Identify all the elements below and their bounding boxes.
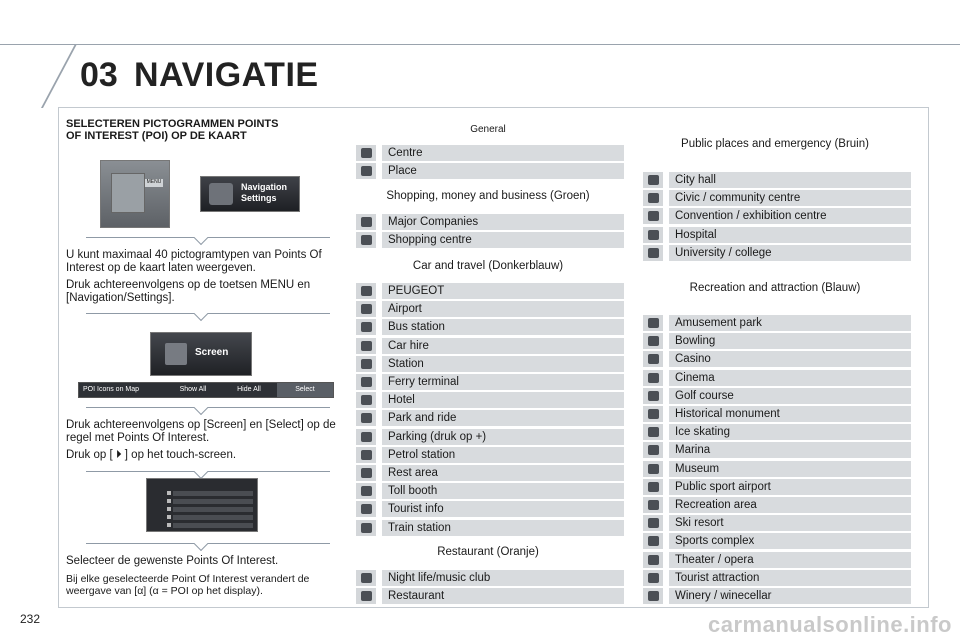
- poi-icon: [643, 370, 663, 386]
- step2-block: [66, 398, 340, 482]
- poi-label: Station: [382, 356, 624, 372]
- header-slash: [41, 44, 77, 108]
- poi-label: Cinema: [669, 370, 911, 386]
- poi-glyph-icon: [361, 377, 372, 387]
- poi-label: Parking (druk op +): [382, 429, 624, 445]
- poi-label: Marina: [669, 442, 911, 458]
- poi-label: Tourist info: [382, 501, 624, 517]
- poi-label: Park and ride: [382, 410, 624, 426]
- poi-glyph-icon: [648, 518, 659, 528]
- poi-icon: [356, 145, 376, 161]
- poi-label: City hall: [669, 172, 911, 188]
- poi-label: Airport: [382, 301, 624, 317]
- poi-icon: [356, 338, 376, 354]
- poi-icon: [643, 245, 663, 261]
- radio-screen: [111, 173, 145, 213]
- poi-icon: [643, 190, 663, 206]
- poi-row: [356, 232, 624, 248]
- para-screen-select: Druk achtereenvolgens op [Screen] en [Select] op de regel met Points Of Interest.: [66, 419, 336, 444]
- para-press-menu: Druk achtereenvolgens op de toetsen MENU en [Navigation/Settings].: [66, 279, 311, 304]
- poi-glyph-icon: [648, 482, 659, 492]
- chapter-number: 03: [80, 56, 118, 94]
- poi-glyph-icon: [648, 591, 659, 601]
- poi-label: Hotel: [382, 392, 624, 408]
- poi-label: Train station: [382, 520, 624, 536]
- poi-row: [356, 214, 624, 230]
- poi-icon: [643, 461, 663, 477]
- poi-row: [643, 406, 911, 422]
- poi-glyph-icon: [648, 445, 659, 455]
- poi-row: [356, 145, 624, 161]
- heading-public-places: Public places and emergency (Bruin): [681, 138, 869, 150]
- poi-glyph-icon: [648, 354, 659, 364]
- poi-row: [643, 190, 911, 206]
- menu-poi-icons: POI Icons on Map: [83, 386, 140, 393]
- navigation-settings-icon: [209, 183, 233, 205]
- poi-icon: [356, 588, 376, 604]
- poi-icon: [643, 172, 663, 188]
- poi-icon: [356, 301, 376, 317]
- heading-shopping: Shopping, money and business (Groen): [386, 190, 590, 202]
- poi-glyph-icon: [648, 248, 659, 258]
- poi-glyph-icon: [648, 573, 659, 583]
- heading-restaurant: Restaurant (Oranje): [437, 546, 539, 558]
- poi-icon: [356, 410, 376, 426]
- poi-label: Ski resort: [669, 515, 911, 531]
- header-rule: [0, 44, 960, 45]
- poi-icon: [356, 429, 376, 445]
- poi-icon: [643, 479, 663, 495]
- poi-icon: [356, 356, 376, 372]
- poi-row: [356, 338, 624, 354]
- poi-row: [643, 315, 911, 331]
- poi-icon: [356, 214, 376, 230]
- poi-icon: [356, 283, 376, 299]
- poi-row: [643, 461, 911, 477]
- poi-glyph-icon: [361, 413, 372, 423]
- poi-glyph-icon: [361, 573, 372, 583]
- poi-row: [356, 301, 624, 317]
- poi-row: [643, 515, 911, 531]
- menu-show-all: Show All: [179, 386, 207, 393]
- poi-glyph-icon: [648, 336, 659, 346]
- poi-label: Public sport airport: [669, 479, 911, 495]
- divider: [66, 232, 340, 244]
- screen-button-image: [150, 332, 252, 376]
- poi-glyph-icon: [361, 504, 372, 514]
- poi-glyph-icon: [361, 322, 372, 332]
- poi-row: [356, 429, 624, 445]
- poi-glyph-icon: [648, 373, 659, 383]
- para-display-change: Bij elke geselecteerde Point Of Interest verandert de weergave van [α] (α = POI op het display).: [66, 572, 310, 597]
- heading-general: General: [470, 124, 506, 135]
- screen-icon: [165, 343, 187, 365]
- poi-row: [643, 552, 911, 568]
- poi-icon: [643, 424, 663, 440]
- divider: [66, 466, 340, 478]
- poi-glyph-icon: [648, 536, 659, 546]
- poi-glyph-icon: [648, 230, 659, 240]
- para-max-icons: U kunt maximaal 40 pictogramtypen van Points Of Interest op de kaart laten weergeven.: [66, 249, 322, 274]
- poi-label: Shopping centre: [382, 232, 624, 248]
- step3-block: [66, 534, 340, 597]
- poi-row: [643, 370, 911, 386]
- poi-label: Golf course: [669, 388, 911, 404]
- poi-glyph-icon: [648, 211, 659, 221]
- poi-label: Night life/music club: [382, 570, 624, 586]
- poi-label: University / college: [669, 245, 911, 261]
- poi-row: [356, 410, 624, 426]
- poi-row: [356, 392, 624, 408]
- poi-icon: [643, 497, 663, 513]
- nav-settings-label-1: Navigation: [241, 182, 288, 192]
- poi-row: [356, 447, 624, 463]
- poi-glyph-icon: [361, 523, 372, 533]
- poi-label: Bus station: [382, 319, 624, 335]
- poi-glyph-icon: [361, 359, 372, 369]
- poi-label: Amusement park: [669, 315, 911, 331]
- poi-label: Car hire: [382, 338, 624, 354]
- para-press-arrow: Druk op [ ⏵ ] op het touch-screen.: [66, 449, 237, 461]
- divider: [66, 308, 340, 320]
- poi-glyph-icon: [361, 450, 372, 460]
- poi-label: Museum: [669, 461, 911, 477]
- poi-glyph-icon: [361, 395, 372, 405]
- poi-row: [356, 465, 624, 481]
- poi-row: [643, 424, 911, 440]
- heading-recreation: Recreation and attraction (Blauw): [689, 282, 861, 294]
- poi-glyph-icon: [648, 427, 659, 437]
- poi-row: [643, 588, 911, 604]
- poi-row: [356, 501, 624, 517]
- poi-label: Ferry terminal: [382, 374, 624, 390]
- poi-icon: [643, 333, 663, 349]
- watermark: carmanualsonline.info: [708, 612, 952, 637]
- poi-icon: [643, 533, 663, 549]
- menu-select: Select: [277, 383, 333, 397]
- poi-label: Toll booth: [382, 483, 624, 499]
- poi-icon: [356, 465, 376, 481]
- poi-glyph-icon: [648, 555, 659, 565]
- poi-row: [643, 351, 911, 367]
- poi-list-screen-image: [146, 478, 258, 532]
- poi-glyph-icon: [648, 409, 659, 419]
- poi-glyph-icon: [361, 235, 372, 245]
- poi-icon: [643, 351, 663, 367]
- poi-row: [643, 497, 911, 513]
- poi-row: [356, 356, 624, 372]
- section-heading-line2: OF INTEREST (POI) OP DE KAART: [66, 130, 247, 142]
- poi-row: [356, 570, 624, 586]
- poi-icon: [643, 227, 663, 243]
- poi-label: Civic / community centre: [669, 190, 911, 206]
- poi-row: [643, 533, 911, 549]
- instructions-column: [66, 118, 340, 142]
- poi-glyph-icon: [361, 304, 372, 314]
- poi-glyph-icon: [361, 341, 372, 351]
- divider: [66, 538, 340, 550]
- poi-label: Major Companies: [382, 214, 624, 230]
- poi-row: [643, 245, 911, 261]
- poi-row: [356, 588, 624, 604]
- poi-row: [356, 319, 624, 335]
- poi-row: [643, 227, 911, 243]
- poi-row: [356, 374, 624, 390]
- poi-icon: [356, 374, 376, 390]
- poi-icon: [356, 447, 376, 463]
- nav-settings-label-2: Settings: [241, 193, 277, 203]
- poi-label: Restaurant: [382, 588, 624, 604]
- poi-icon: [643, 442, 663, 458]
- poi-icon: [356, 501, 376, 517]
- poi-glyph-icon: [361, 468, 372, 478]
- poi-icon: [356, 232, 376, 248]
- poi-glyph-icon: [648, 464, 659, 474]
- poi-row: [356, 483, 624, 499]
- poi-row: [643, 333, 911, 349]
- poi-icon: [356, 483, 376, 499]
- poi-label: Theater / opera: [669, 552, 911, 568]
- poi-label: Winery / winecellar: [669, 588, 911, 604]
- section-heading-line1: SELECTEREN PICTOGRAMMEN POINTS: [66, 118, 279, 130]
- screen-label: Screen: [195, 347, 229, 358]
- poi-icon: [643, 208, 663, 224]
- para-select-poi: Selecteer de gewenste Points Of Interest.: [66, 555, 279, 567]
- poi-label: Hospital: [669, 227, 911, 243]
- poi-icon: [643, 406, 663, 422]
- heading-car-travel: Car and travel (Donkerblauw): [412, 260, 564, 272]
- poi-label: PEUGEOT: [382, 283, 624, 299]
- poi-glyph-icon: [361, 148, 372, 158]
- poi-row: [643, 570, 911, 586]
- poi-glyph-icon: [648, 391, 659, 401]
- poi-label: Rest area: [382, 465, 624, 481]
- poi-icon: [356, 319, 376, 335]
- poi-glyph-icon: [361, 486, 372, 496]
- poi-label: Convention / exhibition centre: [669, 208, 911, 224]
- poi-icon: [643, 552, 663, 568]
- poi-icon: [356, 392, 376, 408]
- page-number: 232: [20, 612, 41, 626]
- step1-block: [66, 228, 340, 324]
- poi-label: Recreation area: [669, 497, 911, 513]
- poi-glyph-icon: [361, 217, 372, 227]
- radio-unit-image: [100, 160, 170, 228]
- poi-glyph-icon: [361, 432, 372, 442]
- poi-glyph-icon: [648, 175, 659, 185]
- poi-label: Place: [382, 163, 624, 179]
- poi-glyph-icon: [361, 591, 372, 601]
- menu-key: MENU: [146, 179, 162, 185]
- poi-icon: [643, 515, 663, 531]
- poi-row: [643, 479, 911, 495]
- poi-label: Ice skating: [669, 424, 911, 440]
- poi-label: Casino: [669, 351, 911, 367]
- menu-hide-all: Hide All: [237, 386, 261, 393]
- poi-label: Sports complex: [669, 533, 911, 549]
- poi-glyph-icon: [361, 286, 372, 296]
- poi-row: [356, 283, 624, 299]
- poi-icon: [643, 388, 663, 404]
- poi-label: Centre: [382, 145, 624, 161]
- poi-icon: [643, 588, 663, 604]
- poi-menu-bar-image: [78, 382, 334, 398]
- poi-glyph-icon: [648, 193, 659, 203]
- poi-glyph-icon: [648, 500, 659, 510]
- divider: [66, 402, 340, 414]
- poi-row: [643, 208, 911, 224]
- poi-label: Tourist attraction: [669, 570, 911, 586]
- poi-glyph-icon: [361, 166, 372, 176]
- poi-row: [643, 388, 911, 404]
- navigation-settings-button-image: [200, 176, 300, 212]
- poi-icon: [356, 163, 376, 179]
- poi-icon: [356, 520, 376, 536]
- poi-glyph-icon: [648, 318, 659, 328]
- poi-icon: [643, 315, 663, 331]
- poi-icon: [643, 570, 663, 586]
- poi-row: [643, 172, 911, 188]
- poi-label: Historical monument: [669, 406, 911, 422]
- poi-icon: [356, 570, 376, 586]
- poi-label: Petrol station: [382, 447, 624, 463]
- poi-label: Bowling: [669, 333, 911, 349]
- poi-row: [356, 520, 624, 536]
- poi-row: [643, 442, 911, 458]
- page-title: NAVIGATIE: [134, 56, 319, 94]
- poi-row: [356, 163, 624, 179]
